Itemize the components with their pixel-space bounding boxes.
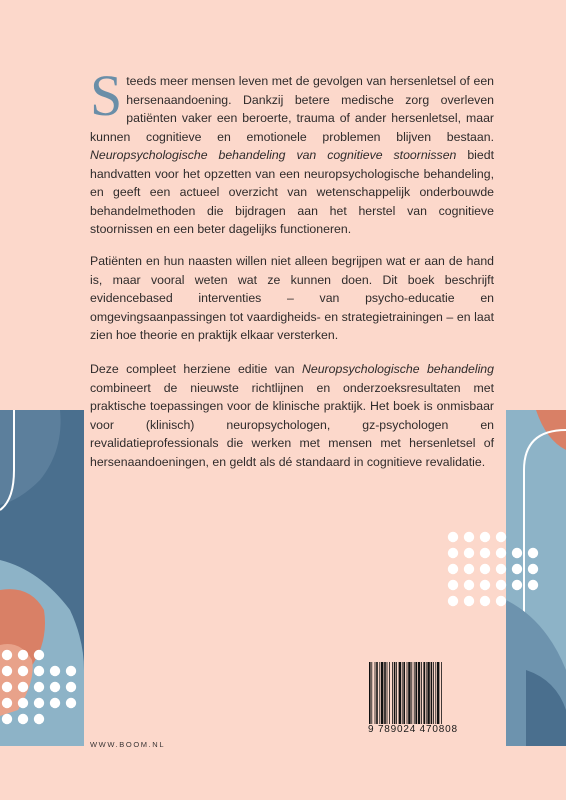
paragraph-1-book-title: Neuropsychologische behandeling van cognitieve stoornissen — [90, 148, 457, 162]
decorative-dot — [66, 698, 76, 708]
paragraph-2-text: Patiënten en hun naasten willen niet alleen begrijpen wat er aan de hand is, maar vooral weten wat ze kunnen doen. Dit boek beschrijft evidencebased interventies – van psycho-educatie en omgevingsaanpassingen tot vaardigheids- en strategietrainingen – en laat zien hoe theorie en praktijk elkaar versterken. — [90, 254, 494, 342]
barcode-bar — [381, 662, 383, 724]
decorative-dot — [464, 564, 474, 574]
decorative-dot — [18, 682, 28, 692]
barcode-bars — [368, 662, 470, 724]
decorative-dot — [18, 698, 28, 708]
decorative-dot — [448, 532, 458, 542]
decorative-dot — [512, 580, 522, 590]
decorative-dot — [448, 548, 458, 558]
decorative-dot — [34, 698, 44, 708]
decorative-dot — [448, 596, 458, 606]
decorative-dot — [2, 682, 12, 692]
decorative-dot — [512, 564, 522, 574]
barcode-bar — [408, 662, 410, 724]
decorative-dot — [464, 532, 474, 542]
drop-cap: S — [90, 63, 123, 128]
barcode-bar — [414, 662, 415, 724]
decorative-dot — [496, 564, 506, 574]
decorative-dot — [2, 698, 12, 708]
barcode-bar — [384, 662, 386, 724]
back-cover-paragraph-3 — [90, 360, 494, 471]
barcode-bar — [371, 662, 372, 724]
paragraph-3-text-b: combineert de nieuwste richtlijnen en onderzoeksresultaten met praktische toepassingen voor de klinische praktijk. Het boek is onmisbaar voor (klinisch) neuropsychologen, gz-psychologen en revalidatieprofessionals die werken met mensen met hersenletsel of hersenaandoeningen, en geldt als dé standaard in cognitieve revalidatie. — [90, 380, 494, 469]
decorative-dot — [50, 698, 60, 708]
barcode-bar — [423, 662, 425, 724]
barcode-bar — [435, 662, 436, 724]
barcode-bar — [387, 662, 388, 724]
decorative-dot — [34, 666, 44, 676]
decorative-dot — [2, 714, 12, 724]
dot-pattern-left — [0, 648, 84, 728]
barcode-bar — [379, 662, 380, 724]
decorative-dot — [34, 714, 44, 724]
dot-pattern-right — [446, 530, 550, 610]
barcode-bar — [431, 662, 433, 724]
decorative-dot — [480, 548, 490, 558]
decorative-dot — [496, 580, 506, 590]
paragraph-3-text-a: Deze compleet herziene editie van — [90, 362, 302, 376]
decorative-dot — [2, 666, 12, 676]
barcode-bar — [392, 662, 393, 724]
barcode-bar — [402, 662, 403, 724]
decorative-dot — [18, 650, 28, 660]
decorative-dot — [34, 682, 44, 692]
barcode-bar — [427, 662, 429, 724]
barcode-bar — [403, 662, 405, 724]
decorative-dot — [512, 548, 522, 558]
barcode-bar — [418, 662, 420, 724]
barcode-bar — [375, 662, 376, 724]
barcode-bar — [433, 662, 434, 724]
decorative-dot — [66, 666, 76, 676]
decorative-dot — [528, 564, 538, 574]
decorative-dot — [480, 532, 490, 542]
barcode-bar — [394, 662, 396, 724]
decorative-dot — [50, 682, 60, 692]
decorative-dot — [464, 548, 474, 558]
decorative-dot — [480, 596, 490, 606]
decorative-dot — [2, 650, 12, 660]
back-cover-paragraph-1 — [90, 63, 494, 239]
barcode-bar — [396, 662, 397, 724]
decorative-dot — [480, 564, 490, 574]
decorative-dot — [464, 596, 474, 606]
isbn-barcode — [368, 662, 470, 740]
decorative-dot — [34, 650, 44, 660]
barcode-bar — [441, 662, 442, 724]
decorative-dot — [496, 532, 506, 542]
decorative-dot — [18, 666, 28, 676]
decorative-dot — [480, 580, 490, 590]
barcode-bar — [369, 662, 371, 724]
decorative-dot — [496, 596, 506, 606]
decorative-dot — [528, 548, 538, 558]
decorative-dot — [448, 580, 458, 590]
barcode-bar — [437, 662, 439, 724]
paragraph-3-book-title: Neuropsychologische behandeling — [302, 362, 494, 376]
paragraph-1-text-b: biedt handvatten voor het opzetten van een neuropsychologische behandeling, en geeft een actueel overzicht van wetenschappelijk onderbouwde behandelmethoden die bijdragen aan het herstel van cognitieve stoornissen en een beter dagelijks functioneren. — [90, 148, 494, 236]
barcode-bar — [426, 662, 427, 724]
barcode-bar — [399, 662, 401, 724]
decorative-dot — [18, 714, 28, 724]
barcode-bar — [376, 662, 378, 724]
back-cover-paragraph-2 — [90, 252, 494, 345]
paragraph-1-text-a: teeds meer mensen leven met de gevolgen van hersenletsel of een hersenaandoening. Dankzij betere medische zorg overleven patiënten vaker een beroerte, trauma of ander hersenletsel, maar kunnen cognitieve en emotionele problemen blijven bestaan. — [90, 74, 494, 144]
barcode-bar — [411, 662, 412, 724]
publisher-website[interactable]: WWW.BOOM.NL — [90, 740, 166, 749]
decorative-dot — [50, 666, 60, 676]
barcode-bar — [415, 662, 417, 724]
isbn-number: 9 789024 470808 — [368, 724, 458, 735]
barcode-bar — [407, 662, 408, 724]
decorative-dot — [528, 580, 538, 590]
decorative-dot — [66, 682, 76, 692]
decorative-dot — [464, 580, 474, 590]
barcode-bar — [421, 662, 422, 724]
decorative-dot — [448, 564, 458, 574]
decorative-dot — [496, 548, 506, 558]
barcode-bar — [389, 662, 390, 724]
